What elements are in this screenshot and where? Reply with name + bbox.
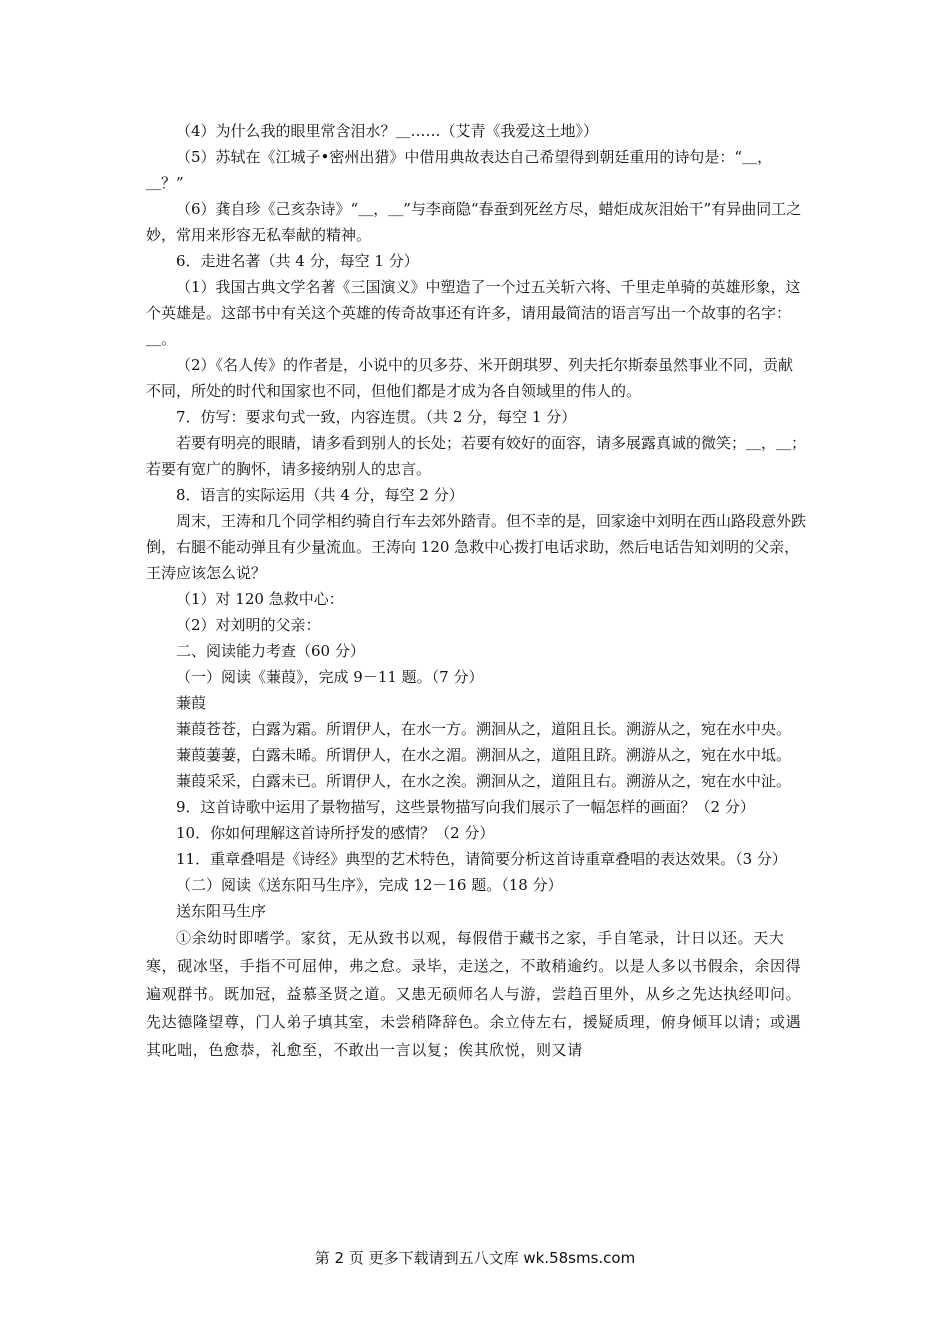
line-8: 周末，王涛和几个同学相约骑自行车去郊外踏青。但不幸的是，回家途中刘明在西山路段意外跌倒，右腿不能动弹且有少量流血。王涛向 120 急救中心拨打电话求助，然后电话告知刘明的父亲，王涛应该怎么说？ <box>146 512 807 582</box>
poem-stanza-1: 蒹葭苍苍，白露为霜。所谓伊人，在水一方。溯洄从之，道阻且长。溯游从之，宛在水中央。 <box>176 720 792 738</box>
heading-6: 6．走进名著（共 4 分，每空 1 分） <box>176 252 419 270</box>
question-9: 9．这首诗歌中运用了景物描写，这些景物描写向我们展示了一幅怎样的画面？（2 分） <box>176 798 755 816</box>
poem-stanza-2: 蒹葭萋萋，白露未晞。所谓伊人，在水之湄。溯洄从之，道阻且跻。溯游从之，宛在水中坻。 <box>176 746 792 764</box>
poem-stanza-3: 蒹葭采采，白露未已。所谓伊人，在水之涘。溯洄从之，道阻且右。溯游从之，宛在水中沚。 <box>176 772 792 790</box>
page-content <box>146 118 806 1064</box>
line-8-1: （1）对 120 急救中心： <box>176 590 344 608</box>
essay-title: 送东阳马生序 <box>176 902 267 920</box>
essay-passage: ①余幼时即嗜学。家贫，无从致书以观，每假借于藏书之家，手自笔录，计日以还。天大寒，砚冰坚，手指不可屈伸，弗之怠。录毕，走送之，不敢稍逾约。以是人多以书假余，余因得遍观群书。既加冠，益慕圣贤之道。又患无硕师名人与游，尝趋百里外，从乡之先达执经叩问。先达德隆望尊，门人弟子填其室，未尝稍降辞色。余立侍左右，援疑质理，俯身倾耳以请；或遇其叱咄，色愈恭，礼愈至，不敢出一言以复；俟其欣悦，则又请 <box>146 929 802 1059</box>
line-8-2: （2）对刘明的父亲： <box>176 616 321 634</box>
reading-2-heading: （二）阅读《送东阳马生序》，完成 12－16 题。（18 分） <box>176 876 563 894</box>
section-2-heading: 二、阅读能力考查（60 分） <box>176 642 365 660</box>
line-q4: （4）为什么我的眼里常含泪水？＿……（艾青《我爱这土地》） <box>176 122 599 140</box>
line-6-2: （2）《名人传》的作者是，小说中的贝多芬、米开朗琪罗、列夫托尔斯泰虽然事业不同，贡献不同，所处的时代和国家也不同，但他们都是才成为各自领域里的伟人的。 <box>146 356 794 400</box>
line-q6: （6）龚自珍《己亥杂诗》“＿，＿”与李商隐“春蚕到死丝方尽，蜡炬成灰泪始干”有异曲同工之妙，常用来形容无私奉献的精神。 <box>146 200 802 244</box>
heading-8: 8．语言的实际运用（共 4 分，每空 2 分） <box>176 486 464 504</box>
line-7: 若要有明亮的眼睛，请多看到别人的长处；若要有姣好的面容，请多展露真诚的微笑；＿，＿；若要有宽广的胸怀，请多接纳别人的忠言。 <box>146 434 807 478</box>
heading-7: 7．仿写：要求句式一致，内容连贯。（共 2 分，每空 1 分） <box>176 408 577 426</box>
line-q5: （5）苏轼在《江城子•密州出猎》中借用典故表达自己希望得到朝廷重用的诗句是：“＿，＿？” <box>146 148 773 192</box>
line-6-1: （1）我国古典文学名著《三国演义》中塑造了一个过五关斩六将、千里走单骑的英雄形象，这个英雄是。这部书中有关这个英雄的传奇故事还有许多，请用最简洁的语言写出一个故事的名字：＿。 <box>146 278 801 348</box>
question-10: 10．你如何理解这首诗所抒发的感情？（2 分） <box>176 824 495 842</box>
poem-title: 蒹葭 <box>176 694 207 712</box>
page-footer: 第 2 页 更多下载请到五八文库 wk.58sms.com <box>314 1249 636 1267</box>
question-11: 11．重章叠唱是《诗经》典型的艺术特色，请简要分析这首诗重章叠唱的表达效果。（3 分） <box>176 850 787 868</box>
reading-1-heading: （一）阅读《蒹葭》，完成 9－11 题。（7 分） <box>176 668 484 686</box>
